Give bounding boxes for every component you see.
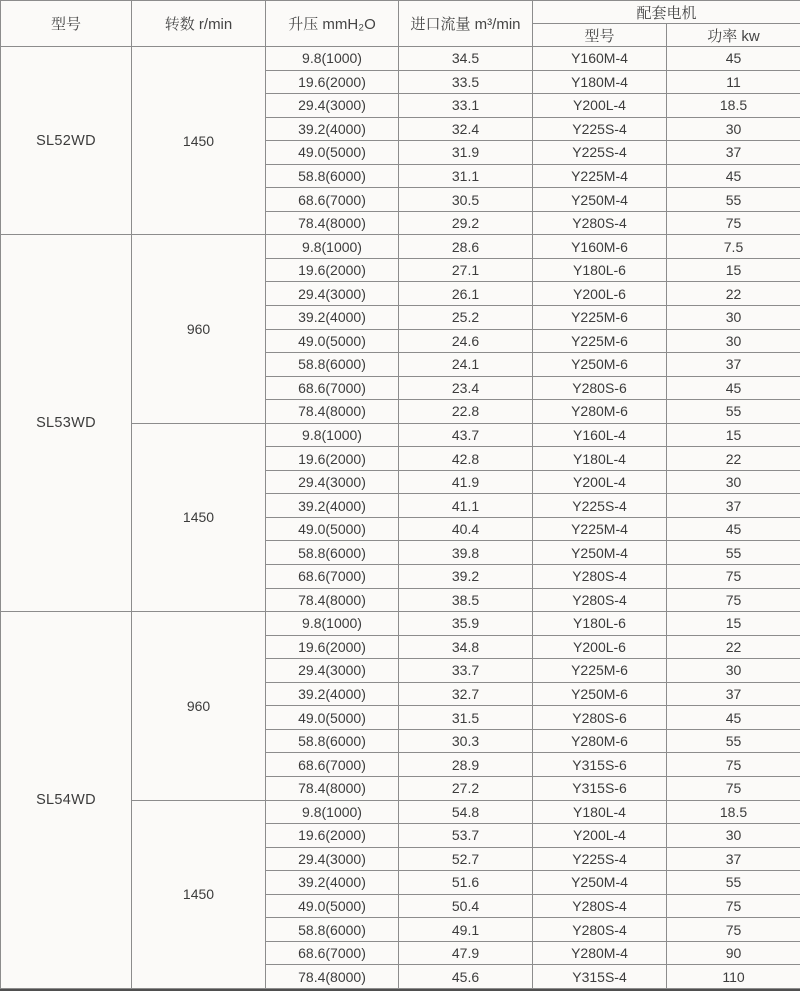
motor-model-cell: Y250M-6 [533, 682, 667, 706]
power-cell: 18.5 [667, 800, 800, 824]
flow-cell: 24.6 [399, 329, 533, 353]
flow-cell: 23.4 [399, 376, 533, 400]
power-cell: 55 [667, 541, 800, 565]
flow-cell: 33.5 [399, 70, 533, 94]
motor-model-cell: Y225M-4 [533, 517, 667, 541]
power-cell: 55 [667, 188, 800, 212]
pressure-cell: 19.6(2000) [266, 258, 399, 282]
motor-model-cell: Y280M-6 [533, 729, 667, 753]
motor-model-cell: Y200L-4 [533, 824, 667, 848]
power-cell: 55 [667, 871, 800, 895]
flow-cell: 32.7 [399, 682, 533, 706]
power-cell: 30 [667, 329, 800, 353]
pressure-cell: 58.8(6000) [266, 353, 399, 377]
pressure-cell: 68.6(7000) [266, 188, 399, 212]
motor-model-cell: Y200L-6 [533, 635, 667, 659]
pressure-cell: 9.8(1000) [266, 235, 399, 259]
header-flow: 进口流量 m³/min [399, 1, 533, 47]
pressure-cell: 49.0(5000) [266, 894, 399, 918]
power-cell: 55 [667, 400, 800, 424]
pressure-cell: 39.2(4000) [266, 871, 399, 895]
flow-cell: 52.7 [399, 847, 533, 871]
pressure-cell: 19.6(2000) [266, 70, 399, 94]
power-cell: 30 [667, 470, 800, 494]
power-cell: 30 [667, 117, 800, 141]
power-cell: 22 [667, 282, 800, 306]
pressure-cell: 9.8(1000) [266, 423, 399, 447]
speed-cell: 960 [132, 235, 266, 423]
motor-model-cell: Y160M-4 [533, 47, 667, 71]
flow-cell: 28.9 [399, 753, 533, 777]
flow-cell: 41.1 [399, 494, 533, 518]
pressure-cell: 68.6(7000) [266, 941, 399, 965]
motor-model-cell: Y160M-6 [533, 235, 667, 259]
flow-cell: 31.1 [399, 164, 533, 188]
speed-cell: 1450 [132, 800, 266, 989]
power-cell: 75 [667, 918, 800, 942]
flow-cell: 49.1 [399, 918, 533, 942]
flow-cell: 53.7 [399, 824, 533, 848]
pressure-cell: 49.0(5000) [266, 517, 399, 541]
header-motor-model: 型号 [533, 24, 667, 47]
power-cell: 22 [667, 635, 800, 659]
pressure-cell: 49.0(5000) [266, 141, 399, 165]
pressure-cell: 9.8(1000) [266, 47, 399, 71]
power-cell: 55 [667, 729, 800, 753]
header-motor-group: 配套电机 [533, 1, 800, 24]
table-row [1, 612, 800, 636]
pressure-cell: 39.2(4000) [266, 117, 399, 141]
header-speed: 转数 r/min [132, 1, 266, 47]
power-cell: 75 [667, 894, 800, 918]
flow-cell: 33.7 [399, 659, 533, 683]
power-cell: 15 [667, 423, 800, 447]
power-cell: 18.5 [667, 94, 800, 118]
header-motor-power: 功率 kw [667, 24, 800, 47]
flow-cell: 35.9 [399, 612, 533, 636]
flow-cell: 47.9 [399, 941, 533, 965]
motor-model-cell: Y225M-6 [533, 306, 667, 330]
motor-model-cell: Y200L-6 [533, 282, 667, 306]
motor-model-cell: Y280S-4 [533, 894, 667, 918]
table-header [1, 1, 800, 47]
flow-cell: 25.2 [399, 306, 533, 330]
pressure-cell: 9.8(1000) [266, 800, 399, 824]
pressure-cell: 78.4(8000) [266, 965, 399, 989]
table-body [1, 47, 800, 989]
flow-cell: 43.7 [399, 423, 533, 447]
flow-cell: 34.5 [399, 47, 533, 71]
power-cell: 45 [667, 164, 800, 188]
pressure-cell: 29.4(3000) [266, 470, 399, 494]
power-cell: 37 [667, 141, 800, 165]
power-cell: 90 [667, 941, 800, 965]
motor-model-cell: Y180L-6 [533, 258, 667, 282]
motor-model-cell: Y280S-4 [533, 565, 667, 589]
power-cell: 75 [667, 565, 800, 589]
header-row-1 [1, 1, 800, 24]
pressure-cell: 58.8(6000) [266, 541, 399, 565]
motor-model-cell: Y225S-4 [533, 141, 667, 165]
flow-cell: 24.1 [399, 353, 533, 377]
model-cell: SL54WD [1, 612, 132, 989]
pressure-cell: 29.4(3000) [266, 847, 399, 871]
model-cell: SL53WD [1, 235, 132, 612]
table-row [1, 47, 800, 71]
power-cell: 30 [667, 824, 800, 848]
power-cell: 22 [667, 447, 800, 471]
motor-model-cell: Y200L-4 [533, 94, 667, 118]
motor-model-cell: Y225S-4 [533, 847, 667, 871]
motor-model-cell: Y200L-4 [533, 470, 667, 494]
power-cell: 75 [667, 753, 800, 777]
motor-model-cell: Y225M-6 [533, 659, 667, 683]
motor-model-cell: Y225S-4 [533, 494, 667, 518]
motor-model-cell: Y225M-6 [533, 329, 667, 353]
motor-model-cell: Y225M-4 [533, 164, 667, 188]
power-cell: 45 [667, 47, 800, 71]
motor-model-cell: Y280S-6 [533, 706, 667, 730]
power-cell: 37 [667, 847, 800, 871]
pressure-cell: 78.4(8000) [266, 776, 399, 800]
pressure-cell: 68.6(7000) [266, 376, 399, 400]
motor-model-cell: Y280M-6 [533, 400, 667, 424]
power-cell: 11 [667, 70, 800, 94]
pressure-cell: 58.8(6000) [266, 918, 399, 942]
pressure-cell: 39.2(4000) [266, 682, 399, 706]
power-cell: 7.5 [667, 235, 800, 259]
flow-cell: 33.1 [399, 94, 533, 118]
flow-cell: 30.5 [399, 188, 533, 212]
power-cell: 75 [667, 211, 800, 235]
flow-cell: 30.3 [399, 729, 533, 753]
model-cell: SL52WD [1, 47, 132, 235]
flow-cell: 31.5 [399, 706, 533, 730]
motor-model-cell: Y280S-6 [533, 376, 667, 400]
pressure-cell: 9.8(1000) [266, 612, 399, 636]
pressure-cell: 68.6(7000) [266, 565, 399, 589]
flow-cell: 54.8 [399, 800, 533, 824]
power-cell: 75 [667, 776, 800, 800]
flow-cell: 38.5 [399, 588, 533, 612]
motor-model-cell: Y225S-4 [533, 117, 667, 141]
motor-model-cell: Y280S-4 [533, 918, 667, 942]
power-cell: 45 [667, 517, 800, 541]
pressure-cell: 19.6(2000) [266, 635, 399, 659]
flow-cell: 50.4 [399, 894, 533, 918]
motor-model-cell: Y250M-4 [533, 541, 667, 565]
flow-cell: 39.8 [399, 541, 533, 565]
header-pressure: 升压 mmH₂O [266, 1, 399, 47]
pressure-cell: 58.8(6000) [266, 729, 399, 753]
pressure-cell: 78.4(8000) [266, 400, 399, 424]
motor-model-cell: Y180L-6 [533, 612, 667, 636]
power-cell: 45 [667, 376, 800, 400]
flow-cell: 51.6 [399, 871, 533, 895]
flow-cell: 34.8 [399, 635, 533, 659]
pressure-cell: 29.4(3000) [266, 282, 399, 306]
motor-model-cell: Y180L-4 [533, 447, 667, 471]
flow-cell: 31.9 [399, 141, 533, 165]
table-row [1, 235, 800, 259]
flow-cell: 45.6 [399, 965, 533, 989]
pressure-cell: 19.6(2000) [266, 447, 399, 471]
header-model: 型号 [1, 1, 132, 47]
flow-cell: 29.2 [399, 211, 533, 235]
motor-model-cell: Y180L-4 [533, 800, 667, 824]
motor-model-cell: Y160L-4 [533, 423, 667, 447]
motor-model-cell: Y315S-6 [533, 753, 667, 777]
pressure-cell: 49.0(5000) [266, 329, 399, 353]
power-cell: 75 [667, 588, 800, 612]
motor-model-cell: Y280S-4 [533, 211, 667, 235]
motor-model-cell: Y315S-6 [533, 776, 667, 800]
pressure-cell: 19.6(2000) [266, 824, 399, 848]
pressure-cell: 68.6(7000) [266, 753, 399, 777]
motor-model-cell: Y180M-4 [533, 70, 667, 94]
flow-cell: 39.2 [399, 565, 533, 589]
power-cell: 37 [667, 353, 800, 377]
motor-model-cell: Y250M-4 [533, 871, 667, 895]
power-cell: 45 [667, 706, 800, 730]
motor-model-cell: Y250M-6 [533, 353, 667, 377]
power-cell: 37 [667, 682, 800, 706]
pressure-cell: 29.4(3000) [266, 94, 399, 118]
speed-cell: 1450 [132, 423, 266, 611]
pressure-cell: 39.2(4000) [266, 306, 399, 330]
flow-cell: 41.9 [399, 470, 533, 494]
pressure-cell: 49.0(5000) [266, 706, 399, 730]
pressure-cell: 78.4(8000) [266, 211, 399, 235]
flow-cell: 27.2 [399, 776, 533, 800]
flow-cell: 28.6 [399, 235, 533, 259]
power-cell: 30 [667, 306, 800, 330]
speed-cell: 960 [132, 612, 266, 800]
motor-model-cell: Y280M-4 [533, 941, 667, 965]
power-cell: 37 [667, 494, 800, 518]
flow-cell: 42.8 [399, 447, 533, 471]
motor-model-cell: Y280S-4 [533, 588, 667, 612]
motor-model-cell: Y315S-4 [533, 965, 667, 989]
power-cell: 110 [667, 965, 800, 989]
flow-cell: 26.1 [399, 282, 533, 306]
flow-cell: 40.4 [399, 517, 533, 541]
flow-cell: 27.1 [399, 258, 533, 282]
power-cell: 15 [667, 258, 800, 282]
pressure-cell: 78.4(8000) [266, 588, 399, 612]
power-cell: 15 [667, 612, 800, 636]
power-cell: 30 [667, 659, 800, 683]
flow-cell: 32.4 [399, 117, 533, 141]
motor-model-cell: Y250M-4 [533, 188, 667, 212]
pressure-cell: 39.2(4000) [266, 494, 399, 518]
flow-cell: 22.8 [399, 400, 533, 424]
pressure-cell: 58.8(6000) [266, 164, 399, 188]
speed-cell: 1450 [132, 47, 266, 235]
pressure-cell: 29.4(3000) [266, 659, 399, 683]
